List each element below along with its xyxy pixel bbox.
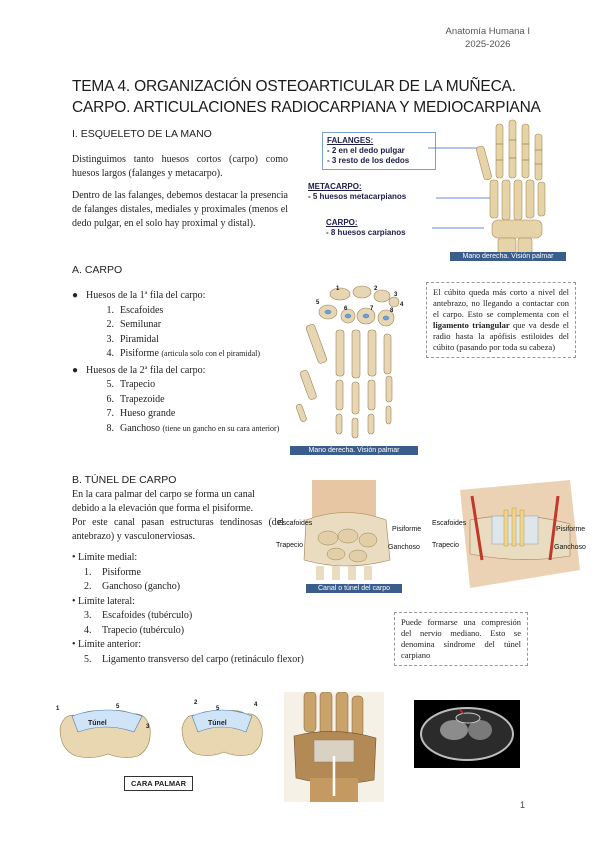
item-number: 7. — [106, 408, 114, 419]
row-label: Huesos de la 1ª fila del carpo: — [86, 290, 206, 301]
cara-palmar-label: CARA PALMAR — [124, 776, 193, 791]
metacarpo-item: - 5 huesos metacarpianos — [308, 192, 407, 201]
paragraph: Por este canal pasan estructuras tendinosas (del antebrazo) y vasculonerviosas. — [72, 517, 284, 542]
tunel-text — [72, 488, 284, 544]
mri-illustration — [414, 700, 520, 768]
item-number: 5. — [106, 379, 114, 390]
limit-item — [84, 624, 332, 639]
bone-number: 3 — [146, 724, 150, 730]
carpal-bone-item — [100, 318, 284, 333]
item-number: 8. — [106, 422, 114, 434]
note-sindrome: Puede formarse una compresión del nervio mediano. Esto se denomina síndrome del túnel carpiano — [394, 612, 528, 666]
tunel-cross-section-illustration — [178, 696, 266, 762]
carpal-tunnel-illustration — [276, 480, 420, 596]
carpal-bone-item — [100, 407, 284, 422]
carpo-row1-list — [100, 304, 284, 362]
limit-text: Pisiforme — [102, 566, 141, 578]
label-escafoides: Escafoides — [432, 520, 467, 527]
bone-number: 6 — [344, 306, 348, 312]
bone-number: 5 — [316, 300, 320, 306]
bone-name: Hueso grande — [120, 408, 176, 419]
label-trapecio: Trapecio — [276, 542, 303, 549]
carpo-item: - 8 huesos carpianos — [326, 228, 406, 237]
bone-name: Trapecio — [120, 379, 156, 390]
carpal-bone-item — [100, 304, 284, 319]
limit-text: Ganchoso (gancho) — [102, 581, 181, 592]
note-text: que va desde el radio hasta la apófisis estiloides del cúbito (pasando por toda su cabeza) — [433, 320, 569, 352]
bone-number: 5 — [116, 704, 120, 710]
limit-text: Escafoides (tubérculo) — [102, 610, 193, 621]
carpo-title: CARPO: — [326, 218, 358, 227]
carpo-row2-label: ● Huesos de la 2ª fila del carpo: — [72, 364, 206, 376]
label-trapecio: Trapecio — [432, 542, 459, 549]
bone-name: Piramidal — [120, 333, 159, 345]
bone-name: Pisiforme — [120, 348, 159, 359]
item-number: 6. — [106, 393, 114, 405]
bone-note: (tiene un gancho en su cara anterior) — [162, 423, 280, 433]
section-esqueleto-text — [72, 153, 288, 231]
figure-caption: Canal o túnel del carpo — [306, 584, 402, 593]
bone-name: Semilunar — [120, 319, 162, 330]
course-name: Anatomía Humana I — [445, 26, 530, 37]
tunel-cross-section-right — [178, 696, 266, 762]
paragraph: Dentro de las falanges, debemos destacar la presencia de falanges distales, mediales y proximales (menos el dedo pulgar, en el solo hay proximal y distal). — [72, 190, 288, 229]
falanges-item: - 2 en el dedo pulgar — [327, 146, 405, 155]
falanges-item: - 3 resto de los dedos — [327, 156, 410, 165]
carpal-bone-item — [100, 333, 284, 348]
limit-item — [84, 609, 332, 624]
bone-number: 3 — [394, 292, 398, 298]
section-heading-esqueleto: I. ESQUELETO DE LA MANO — [72, 128, 212, 140]
bone-number: 4 — [400, 302, 404, 308]
section-heading-tunel: B. TÚNEL DE CARPO — [72, 474, 177, 486]
item-number: 3. — [84, 610, 92, 621]
tunel-label: Túnel — [88, 720, 107, 727]
bone-number: 8 — [390, 308, 394, 314]
wrist-dissection-illustration — [284, 692, 384, 802]
bone-number: 1 — [336, 286, 340, 292]
carpal-bone-item — [100, 347, 284, 362]
bone-number: 5 — [216, 706, 220, 712]
tunel-figure-2 — [430, 480, 594, 590]
carpo-row1-label: ● Huesos de la 1ª fila del carpo: — [72, 290, 206, 301]
bone-note: (articula solo con el piramidal) — [161, 349, 261, 358]
carpal-bone-item — [100, 378, 284, 393]
label-ganchoso: Ganchoso — [388, 544, 420, 551]
bone-number: 2 — [374, 286, 378, 292]
note-text: El cúbito queda más corto a nivel del antebrazo, no llegando a contactar con el carpo. Esto se complementa con el — [433, 287, 569, 319]
tunel-figure-1 — [276, 480, 420, 596]
item-number: 2. — [106, 319, 114, 330]
limit-label: • Límite lateral: — [72, 595, 135, 607]
header — [446, 25, 531, 51]
row-label: Huesos de la 2ª fila del carpo: — [86, 364, 206, 376]
note-cubito — [426, 282, 576, 358]
item-number: 1. — [84, 566, 92, 578]
bone-number: 1 — [56, 706, 60, 712]
carpal-bones-illustration — [290, 284, 420, 458]
tunel-cross-section-illustration — [54, 698, 158, 764]
note-bold: ligamento triangular — [433, 320, 510, 330]
carpo-row2-list — [100, 378, 284, 436]
falanges-title: FALANGES: — [327, 136, 374, 145]
item-number: 3. — [106, 333, 114, 345]
item-number: 4. — [106, 348, 114, 359]
limit-text: Ligamento transverso del carpo (retináculo flexor) — [102, 653, 304, 665]
item-number: 4. — [84, 624, 92, 636]
metacarpo-title: METACARPO: — [308, 182, 362, 191]
item-number: 5. — [84, 653, 92, 665]
tunel-label: Túnel — [208, 720, 227, 727]
carpo-bone-lists — [72, 289, 284, 436]
bone-number: 7 — [370, 306, 374, 312]
paragraph: En la cara palmar del carpo se forma un canal debido a la elevación que forma el pisiforme. — [72, 489, 255, 514]
bone-name: Trapezoide — [120, 393, 165, 405]
label-pisiforme: Pisiforme — [556, 526, 586, 533]
hand-skeleton-figure — [304, 118, 572, 268]
limit-label: • Límite anterior: — [72, 639, 142, 650]
bone-number: 4 — [254, 702, 258, 708]
item-number: 1. — [106, 304, 114, 316]
limit-item — [84, 653, 332, 668]
hand-skeleton-illustration — [304, 118, 572, 268]
tunel-cross-section-left — [54, 698, 158, 764]
wrist-dissection-figure — [284, 692, 384, 802]
figure-caption: Mano derecha. Visión palmar — [450, 252, 566, 261]
page-title: TEMA 4. ORGANIZACIÓN OSTEOARTICULAR DE LA MUÑECA. CARPO. ARTICULACIONES RADIOCARPIANA Y MEDIOCARPIANA — [72, 78, 541, 116]
bone-name: Ganchoso — [120, 422, 160, 434]
limit-text: Trapecio (tubérculo) — [102, 624, 185, 636]
carpal-bone-item — [100, 422, 284, 437]
paragraph: Distinguimos tanto huesos cortos (carpo) como huesos largos (falanges y metacarpo). — [72, 154, 288, 179]
course-year: 2025-2026 — [465, 39, 511, 50]
mri-image — [414, 700, 520, 768]
bone-number: 2 — [194, 700, 198, 706]
carpal-tunnel-ligament-illustration — [430, 480, 594, 590]
limit-label: • Límite medial: — [72, 552, 138, 563]
label-escafoides: Escafoides — [278, 520, 313, 527]
carpal-bone-item — [100, 393, 284, 408]
item-number: 2. — [84, 581, 92, 592]
page-number: 1 — [520, 800, 526, 810]
label-pisiforme: Pisiforme — [392, 526, 422, 533]
figure-caption: Mano derecha. Visión palmar — [290, 446, 418, 455]
carpal-bones-figure — [290, 284, 420, 458]
section-heading-carpo: A. CARPO — [72, 264, 123, 276]
label-ganchoso: Ganchoso — [554, 544, 586, 551]
bone-name: Escafoides — [120, 304, 164, 316]
